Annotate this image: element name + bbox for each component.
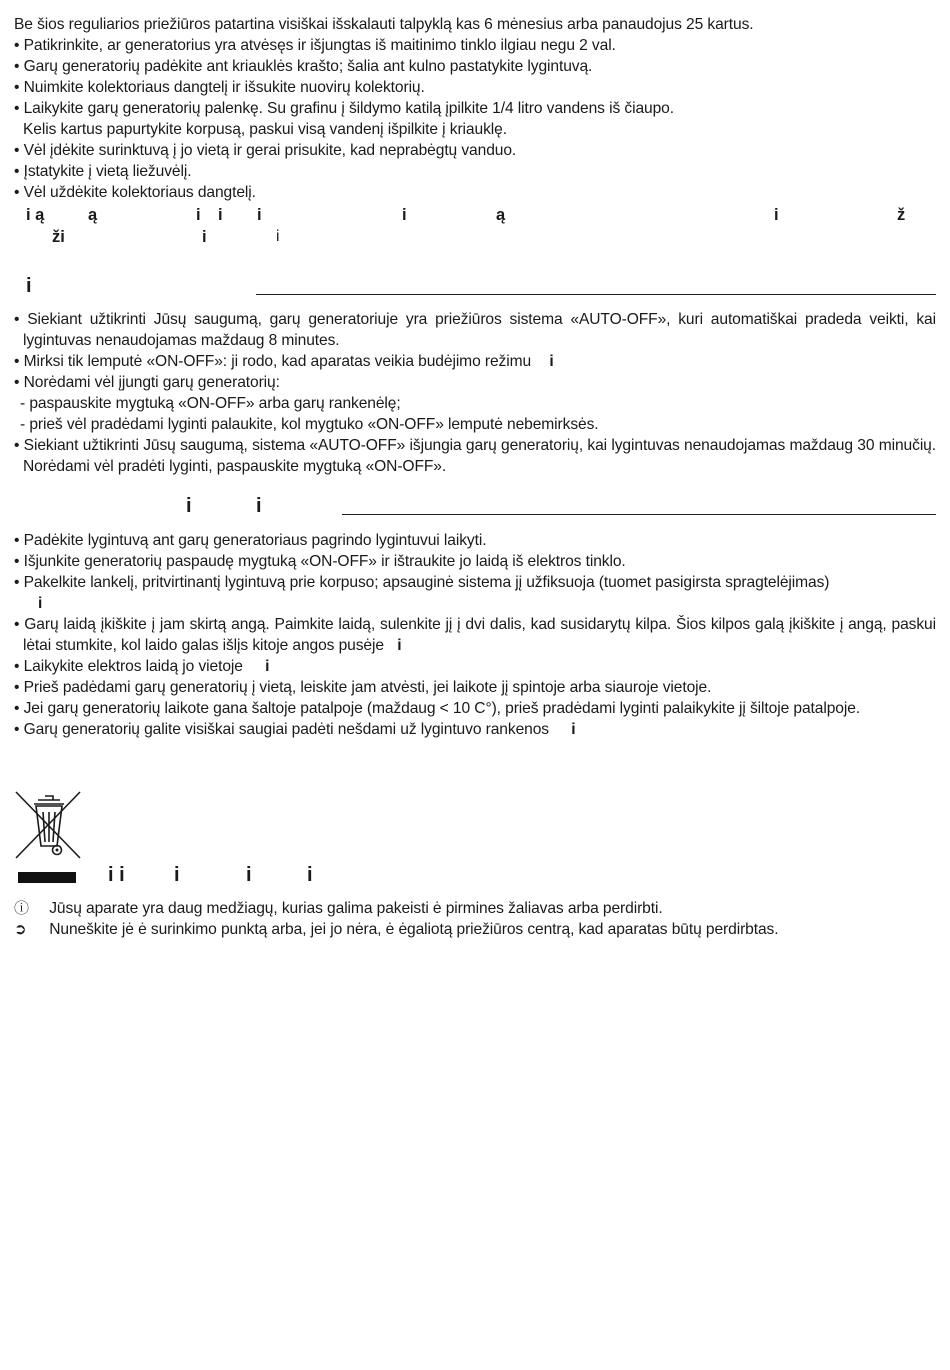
environment-heading-fragment: i i <box>108 864 125 886</box>
storage-item-text: • Laikykite elektros laidą jo vietoje <box>14 658 243 675</box>
autooff-item <box>14 351 936 372</box>
storage-item-text: • Garų laidą įkiškite į jam skirtą angą. Paimkite laidą, sulenkite jį į dvi dalis, kad susidarytų kilpa. Šios kilpos galą įkiškite į angą, paskui lėtai stumkite, kol laido galas išlįs kitoje angos pusėje <box>14 616 936 654</box>
autooff-subitem: - prieš vėl pradėdami lyginti palaukite, kol mygtuko «ON-OFF» lemputė nebemirksės. <box>20 416 599 433</box>
autooff-heading: i <box>26 275 32 297</box>
storage-heading-fragment: i <box>186 495 192 517</box>
descaling-section <box>14 14 936 203</box>
text-fragment: ži <box>52 228 65 246</box>
text-fragment: i <box>38 595 43 612</box>
storage-heading-fragment: i <box>256 495 262 517</box>
storage-item-text: • Garų generatorių galite visiškai saugiai padėti nešdami už lygintuvo rankenos <box>14 721 549 738</box>
descaling-step: • Vėl uždėkite kolektoriaus dangtelį. <box>14 184 256 201</box>
info-circle-icon: ⓘ <box>14 900 29 917</box>
storage-item: • Jei garų generatorių laikote gana šaltoje patalpoje (maždaug < 10 C°), prieš pradėdami lyginti palaikykite jį šiltoje patalpoje. <box>14 700 861 717</box>
autooff-item-text: • Mirksi tik lemputė «ON-OFF»: ji rodo, kad aparatas veikia budėjimo režimu <box>14 353 532 370</box>
environment-heading-fragment: i <box>307 864 313 886</box>
autooff-item: • Siekiant užtikrinti Jūsų saugumą, garų generatoriuje yra priežiūros sistema «AUTO-OFF», kuri automatiškai pradeda veikti, kai lygintuvas nenaudojamas maždaug 8 minutes. <box>14 311 936 349</box>
storage-item: • Pakelkite lankelį, pritvirtinantį lygintuvą prie korpuso; apsauginė sistema jį užfiksuoja (tuomet pasigirsta spragtelėjimas) <box>14 574 830 591</box>
storage-item: • Išjunkite generatorių paspaudę mygtuką «ON-OFF» ir ištraukite jo laidą iš elektros tinklo. <box>14 553 626 570</box>
environment-heading-fragment: i <box>174 864 180 886</box>
environment-heading-fragment: i <box>246 864 252 886</box>
environment-line <box>14 898 936 919</box>
environment-text: Nuneškite jė ė surinkimo punktą arba, jei jo nėra, ė ėgaliotą priežiūros centrą, kad aparatas būtų perdirbtas. <box>49 921 779 938</box>
text-fragment: i <box>571 721 576 738</box>
storage-item <box>14 719 936 740</box>
descaling-step: • Nuimkite kolektoriaus dangtelį ir išsukite nuovirų kolektorių. <box>14 79 425 96</box>
text-fragment: i <box>218 206 223 224</box>
text-fragment: i <box>402 206 407 224</box>
text-fragment: i <box>265 658 270 675</box>
text-fragment: ą <box>496 206 506 224</box>
storage-section <box>14 530 936 740</box>
environment-text: Jūsų aparate yra daug medžiagų, kurias galima pakeisti ė pirmines žaliavas arba perdirbti. <box>49 900 663 917</box>
weee-bin-icon <box>14 790 82 860</box>
storage-item: • Garų laidą įkiškite į jam skirtą angą. Paimkite laidą, sulenkite jį į dvi dalis, kad susidarytų kilpa. Šios kilpos galą įkiškite į angą, paskui lėtai stumkite, kol laido galas išlįs kitoje angos pusėje i <box>14 616 936 654</box>
autooff-item: • Norėdami vėl įjungti garų generatorių: <box>14 374 280 391</box>
text-fragment: i <box>549 353 554 370</box>
descaling-intro: Be šios reguliarios priežiūros patartina visiškai išskalauti talpyklą kas 6 mėnesius arba panaudojus 25 kartus. <box>14 16 754 33</box>
text-fragment: ą <box>88 206 98 224</box>
storage-item <box>14 656 936 677</box>
section-divider <box>256 294 936 295</box>
storage-item-continuation <box>14 593 936 614</box>
descaling-step: • Įstatykite į vietą liežuvėlį. <box>14 163 192 180</box>
autooff-item: • Siekiant užtikrinti Jūsų saugumą, sistema «AUTO-OFF» išjungia garų generatorių, kai lygintuvas nenaudojamas maždaug 30 minučių. Norėdami vėl pradėti lyginti, paspauskite mygtuką «ON-OFF». <box>14 437 936 475</box>
text-fragment: i <box>774 206 779 224</box>
text-fragment: i <box>202 228 207 246</box>
section-divider <box>342 514 936 515</box>
descaling-step: • Garų generatorių padėkite ant kriauklės krašto; šalia ant kulno pastatykite lygintuvą. <box>14 58 593 75</box>
text-fragment: ž <box>897 206 906 224</box>
text-fragment: i ą <box>26 206 45 224</box>
environment-line <box>14 919 936 940</box>
descaling-step: • Patikrinkite, ar generatorius yra atvėsęs ir išjungtas iš maitinimo tinklo ilgiau negu 2 val. <box>14 37 616 54</box>
storage-item: • Padėkite lygintuvą ant garų generatoriaus pagrindo lygintuvui laikyti. <box>14 532 487 549</box>
autooff-subitem: - paspauskite mygtuką «ON-OFF» arba garų rankenėlę; <box>20 395 401 412</box>
descaling-step: • Laikykite garų generatorių palenkę. Su grafinu į šildymo katilą įpilkite 1/4 litro vandens iš čiaupo. <box>14 100 674 117</box>
descaling-step: • Vėl įdėkite surinktuvą į jo vietą ir gerai prisukite, kad neprabėgtų vanduo. <box>14 142 517 159</box>
text-fragment: i <box>257 206 262 224</box>
text-fragment: i <box>196 206 201 224</box>
storage-item: • Prieš padėdami garų generatorių į vietą, leiskite jam atvėsti, jei laikote jį spintoje arba siauroje vietoje. <box>14 679 712 696</box>
environment-section <box>14 898 936 940</box>
autooff-section <box>14 309 936 477</box>
text-fragment: i <box>276 228 280 245</box>
descaling-step-continuation: Kelis kartus papurtykite korpusą, paskui visą vandenį išpilkite į kriauklę. <box>23 121 507 138</box>
arrow-right-icon: ➲ <box>14 921 27 938</box>
heading-bar <box>18 872 76 883</box>
document-page <box>14 14 936 938</box>
